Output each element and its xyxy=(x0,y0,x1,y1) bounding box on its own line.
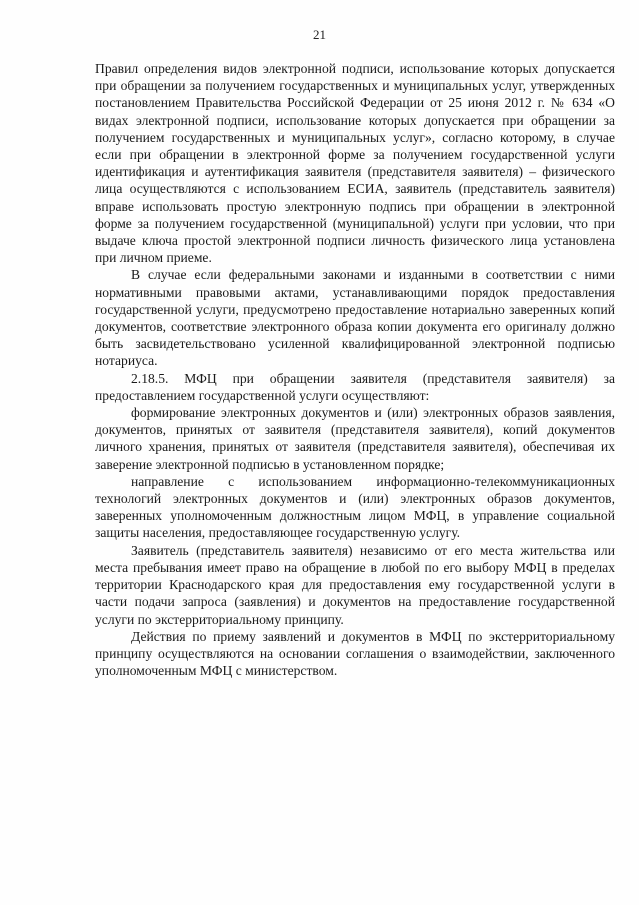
paragraph-5: направление с использованием информационно-телекоммуникационных технологий электронных документов и (или) электронных образов документов, заверенных уполномоченным должностным лицом МФЦ, в управление социальной защиты населения, предоставляющее государственную услугу. xyxy=(95,473,615,541)
paragraph-7: Действия по приему заявлений и документов в МФЦ по экстерриториальному принципу осуществляются на основании соглашения о взаимодействии, заключенного уполномоченным МФЦ с министерством. xyxy=(95,628,615,679)
paragraph-2: В случае если федеральными законами и изданными в соответствии с ними нормативными правовыми актами, устанавливающими порядок предоставления государственной услуги, предусмотрено предоставление нотариально заверенных копий документов, соответствие электронного образа копии документа его оригиналу должно быть засвидетельствовано усиленной квалифицированной электронной подписью нотариуса. xyxy=(95,267,615,369)
paragraph-3: 2.18.5. МФЦ при обращении заявителя (представителя заявителя) за предоставлением государственной услуги осуществляют: xyxy=(95,370,615,403)
page-number: 21 xyxy=(313,27,326,42)
paragraph-1: Правил определения видов электронной подписи, использование которых допускается при обращении за получением государственных и муниципальных услуг, утвержденных постановлением Правительства Российской Федерации от 25 июня 2012 г. № 634 «О видах электронной подписи, использование которых допускается при обращении за получением государственных и муниципальных услуг», согласно которому, в случае если при обращении в электронной форме за получением государственной услуги идентификация и аутентификация заявителя (представителя заявителя) – физического лица осуществляются с использованием ЕСИА, заявитель (представитель заявителя) вправе использовать простую электронную подпись при обращении в электронной форме за получением государственной (муниципальной) услуги при условии, что при выдаче ключа простой электронной подписи личность физического лица установлена при личном приеме. xyxy=(95,61,615,266)
document-body xyxy=(95,60,615,679)
paragraph-4: формирование электронных документов и (или) электронных образов заявления, документов, принятых от заявителя (представителя заявителя), копий документов личного хранения, принятых от заявителя (представителя заявителя), обеспечивая их заверение электронной подписью в установленном порядке; xyxy=(95,405,615,472)
paragraph-6: Заявитель (представитель заявителя) независимо от его места жительства или места пребывания имеет право на обращение в любой по его выбору МФЦ в пределах территории Краснодарского края для предоставления ему государственной услуги в части подачи запроса (заявления) и документов на предоставление государственной услуги по экстерриториальному принципу. xyxy=(95,542,615,627)
